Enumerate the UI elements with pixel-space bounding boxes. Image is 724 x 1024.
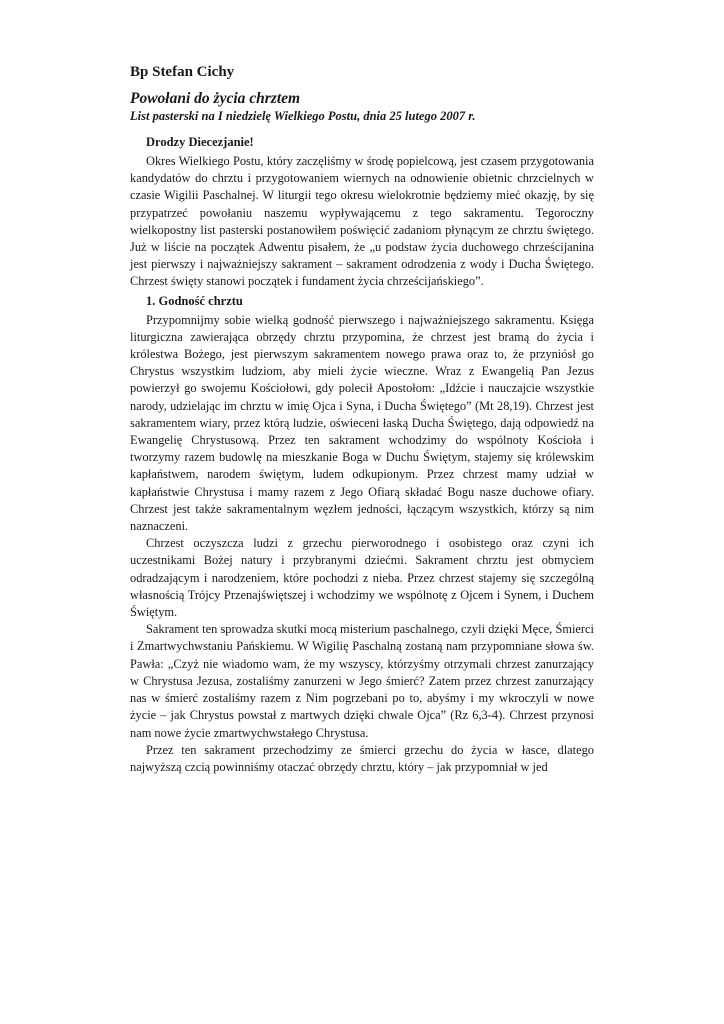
text-column	[130, 62, 594, 776]
body-paragraph: Sakrament ten sprowadza skutki mocą misterium paschalnego, czyli dzięki Męce, Śmierci i Zmartwychwstaniu Pańskiemu. W Wigilię Paschalną zostaną nam przypomniane słowa św. Pawła: „Czyż nie wiadomo wam, że my wszyscy, którzyśmy otrzymali chrzest zanurzający w Chrystusa Jezusa, zostaliśmy zanurzeni w Jego śmierć? Zatem przez chrzest zanurzający nas w śmierć zostaliśmy razem z Nim pogrzebani po to, abyśmy i my wkroczyli w nowe życie – jak Chrystus powstał z martwych dzięki chwale Ojca” (Rz 6,3-4). Chrzest przynosi nam nowe życie zmartwychwstałego Chrystusa.	[130, 622, 594, 740]
document-subtitle: List pasterski na I niedzielę Wielkiego Postu, dnia 25 lutego 2007 r.	[130, 109, 476, 123]
author-name: Bp Stefan Cichy	[130, 64, 235, 80]
section-heading: 1. Godność chrztu	[146, 293, 243, 308]
body-paragraph: Przez ten sakrament przechodzimy ze śmierci grzechu do życia w łasce, dlatego najwyższą czcią powinniśmy otaczać obrzędy chrztu, który – jak przypomniał w jed	[130, 742, 594, 774]
intro-paragraph: Okres Wielkiego Postu, który zaczęliśmy w środę popielcową, jest czasem przygotowania kandydatów do chrztu i przygotowaniem wiernych na odnowienie obietnic chrzcielnych w czasie Wigilii Paschalnej. W liturgii tego okresu wielokrotnie będziemy mieć okazję, by się przypatrzeć powołaniu naszemu wypływającemu z tego sakramentu. Tegoroczny wielkopostny list pasterski postanowiłem poświęcić zadaniom płynącym ze chrztu świętego. Już w liście na początek Adwentu pisałem, że „u podstaw życia duchowego chrześcijanina jest pierwszy i najważniejszy sakrament – sakrament odrodzenia z wody i Ducha Świętego. Chrzest święty stanowi początek i fundament życia chrześcijańskiego”.	[130, 154, 594, 289]
document-title: Powołani do życia chrztem	[130, 90, 301, 107]
greeting: Drodzy Diecezjanie!	[146, 135, 254, 149]
body-paragraph: Przypomnijmy sobie wielką godność pierwszego i najważniejszego sakramentu. Księga liturgiczna zawierająca obrzędy chrztu przypomina, że chrzest jest bramą do życia i królestwa Bożego, jest pierwszym sakramentem nowego prawa oraz to, że przyniósł go Chrystus wszystkim ludziom, aby mieli życie wieczne. Wraz z Ewangelią Pan Jezus powierzył go swojemu Kościołowi, gdy polecił Apostołom: „Idźcie i nauczajcie wszystkie narody, udzielając im chrztu w imię Ojca i Syna, i Ducha Świętego” (Mt 28,19). Chrzest jest sakramentem wiary, przez którą ludzie, oświeceni łaską Ducha Świętego, dają odpowiedź na Ewangelię Chrystusową. Przez ten sakrament wchodzimy do wspólnoty Kościoła i tworzymy razem budowlę na mieszkanie Boga w Duchu Świętym, stajemy się królewskim kapłaństwem, narodem świętym, ludem odkupionym. Przez chrzest mamy udział w kapłaństwie Chrystusa i mamy razem z Jego Ofiarą składać Bogu nasze duchowe ofiary. Chrzest jest także sakramentalnym węzłem jedności, łączącym wszystkich, którzy są nim naznaczeni.	[130, 312, 594, 534]
body-paragraph: Chrzest oczyszcza ludzi z grzechu pierworodnego i osobistego oraz czyni ich uczestnikami Bożej natury i przybranymi dziećmi. Sakrament chrztu jest obmyciem odradzającym i narodzeniem, które pochodzi z nieba. Przez chrzest stajemy się szczególną własnością Trójcy Przenajświętszej i wchodzimy we wspólnotę z Ojcem i Synem, i Duchem Świętym.	[130, 536, 594, 620]
